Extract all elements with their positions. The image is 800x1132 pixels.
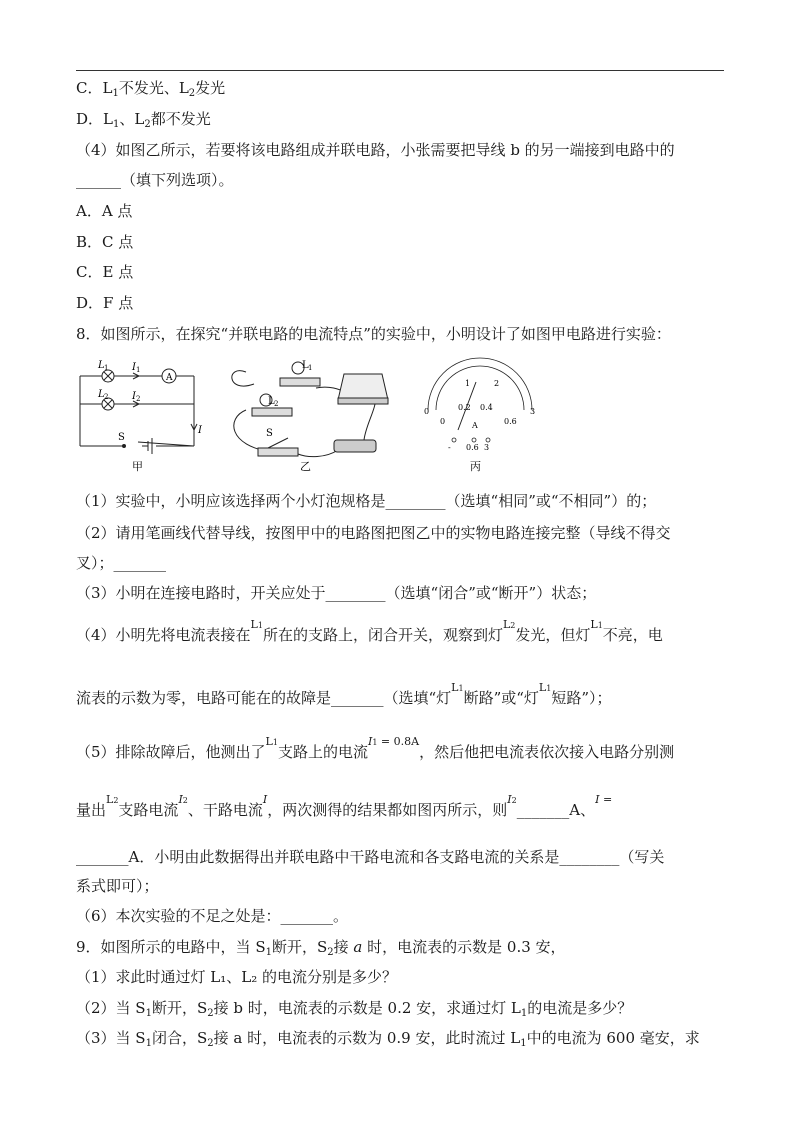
battery-icon [334, 440, 376, 452]
q8-part3: （3）小明在连接电路时，开关应处于________（选填“闭合”或“断开”）状态； [76, 584, 597, 602]
meter-dial-bing [428, 358, 532, 442]
q8-part4: （4）小明先将电流表接在$^{L1}$所在的支路上，闭合开关，观察到灯$^{L2}$发光，但灯$^{L1}$不亮，电 [76, 618, 663, 644]
label-i: I [198, 425, 202, 436]
circuit-figure-svg [76, 354, 536, 476]
svg-text:1: 1 [104, 364, 109, 372]
q8-part4-cont: 流表的示数为零，电路可能在的故障是_______（选填“灯$^{L1}$断路”或“灯$^{L1}$短路”）； [76, 681, 612, 707]
ammeter-device-icon [338, 374, 388, 400]
option-c-line: C．$L_1$不发光、$L_2$发光 [76, 79, 226, 99]
q8-part2-blank: 叉）；_______ [76, 554, 167, 572]
q9-part3: （3）当 $S_1$闭合，$S_2$接 a 时，电流表的示数为 0.9 安，此时流过 $L_1$中的电流为 600 毫安，求 [76, 1029, 700, 1049]
header-rule [76, 70, 724, 71]
schematic-jia [80, 369, 197, 454]
svg-text:1: 1 [136, 366, 141, 374]
label-l2: L [98, 389, 105, 400]
q8-part5-end: _______A．小明由此数据得出并联电路中干路电流和各支路电流的关系是________（写关 [76, 848, 665, 866]
q8-part5-cont: 量出$^{L2}$支路电流$^{I2}$、干路电流$^I$，两次测得的结果都如图丙所示，则$^{I2}$_______A、$^{I =}$ [76, 793, 613, 819]
q8-part5: （5）排除故障后，他测出了$^{L1}$支路上的电流$^{I1 = 0.8A}$，然后他把电流表依次接入电路分别测 [76, 735, 675, 761]
option-b: B．C 点 [76, 233, 134, 251]
question-9-title: 9．如图所示的电路中，当 $S_1$断开，$S_2$接 a 时，电流表的示数是 0.3 安， [76, 938, 566, 958]
q9-part2: （2）当 $S_1$断开，$S_2$接 b 时，电流表的示数是 0.2 安，求通过灯 $L_1$的电流是多少？ [76, 999, 633, 1019]
label-s: S [118, 432, 125, 443]
svg-text:1: 1 [308, 364, 313, 372]
ammeter-label: A [166, 373, 173, 383]
switch-icon [258, 448, 298, 456]
q8-part2: （2）请用笔画线代替导线，按图甲中的电路图把图乙中的实物电路连接完整（导线不得交 [76, 524, 671, 542]
label-i2: I [132, 391, 136, 402]
svg-text:2: 2 [136, 395, 141, 403]
q8-part6: （6）本次实验的不足之处是：_______。 [76, 907, 349, 925]
svg-text:3: 3 [530, 407, 536, 416]
option-a: A．A 点 [76, 202, 133, 220]
option-d: D．F 点 [76, 294, 134, 312]
svg-text:2: 2 [104, 393, 109, 401]
real-circuit-yi [232, 362, 388, 457]
label-l1: L [98, 360, 105, 371]
caption-jia: 甲 [132, 460, 143, 473]
circuit-figure [76, 354, 536, 476]
svg-text:3: 3 [484, 443, 490, 452]
label-i1: I [132, 362, 136, 373]
question-8-title: 8．如图所示，在探究“并联电路的电流特点”的实验中，小明设计了如图甲电路进行实验： [76, 325, 671, 343]
svg-text:0.6: 0.6 [466, 443, 479, 452]
question-4-line: （4）如图乙所示，若要将该电路组成并联电路，小张需要把导线 b 的另一端接到电路中的 [76, 141, 675, 159]
svg-text:L: L [302, 360, 309, 371]
svg-text:L: L [268, 396, 275, 407]
question-4-blank: ______（填下列选项）。 [76, 171, 234, 189]
caption-yi: 乙 [300, 460, 311, 473]
svg-text:0.6: 0.6 [504, 417, 517, 426]
svg-text:0: 0 [440, 417, 446, 426]
svg-text:0: 0 [424, 407, 430, 416]
svg-text:0.4: 0.4 [480, 403, 493, 412]
lamp-holder-l1-icon [280, 378, 320, 386]
q9-part1: （1）求此时通过灯 L₁、L₂ 的电流分别是多少？ [76, 968, 398, 986]
svg-text:-: - [448, 443, 451, 452]
lamp-holder-l2-icon [252, 408, 292, 416]
svg-text:1: 1 [465, 379, 471, 388]
svg-text:2: 2 [494, 379, 500, 388]
svg-text:2: 2 [274, 400, 279, 408]
q8-part5-end2: 系式即可）； [76, 877, 159, 895]
svg-text:0.2: 0.2 [458, 403, 471, 412]
caption-bing: 丙 [470, 460, 481, 473]
option-d-line: D．$L_1$、$L_2$都不发光 [76, 110, 211, 130]
option-c: C．E 点 [76, 263, 134, 281]
q8-part1: （1）实验中，小明应该选择两个小灯泡规格是________（选填“相同”或“不相同”）的； [76, 492, 657, 510]
svg-text:S: S [266, 428, 273, 439]
svg-text:A: A [472, 421, 478, 430]
